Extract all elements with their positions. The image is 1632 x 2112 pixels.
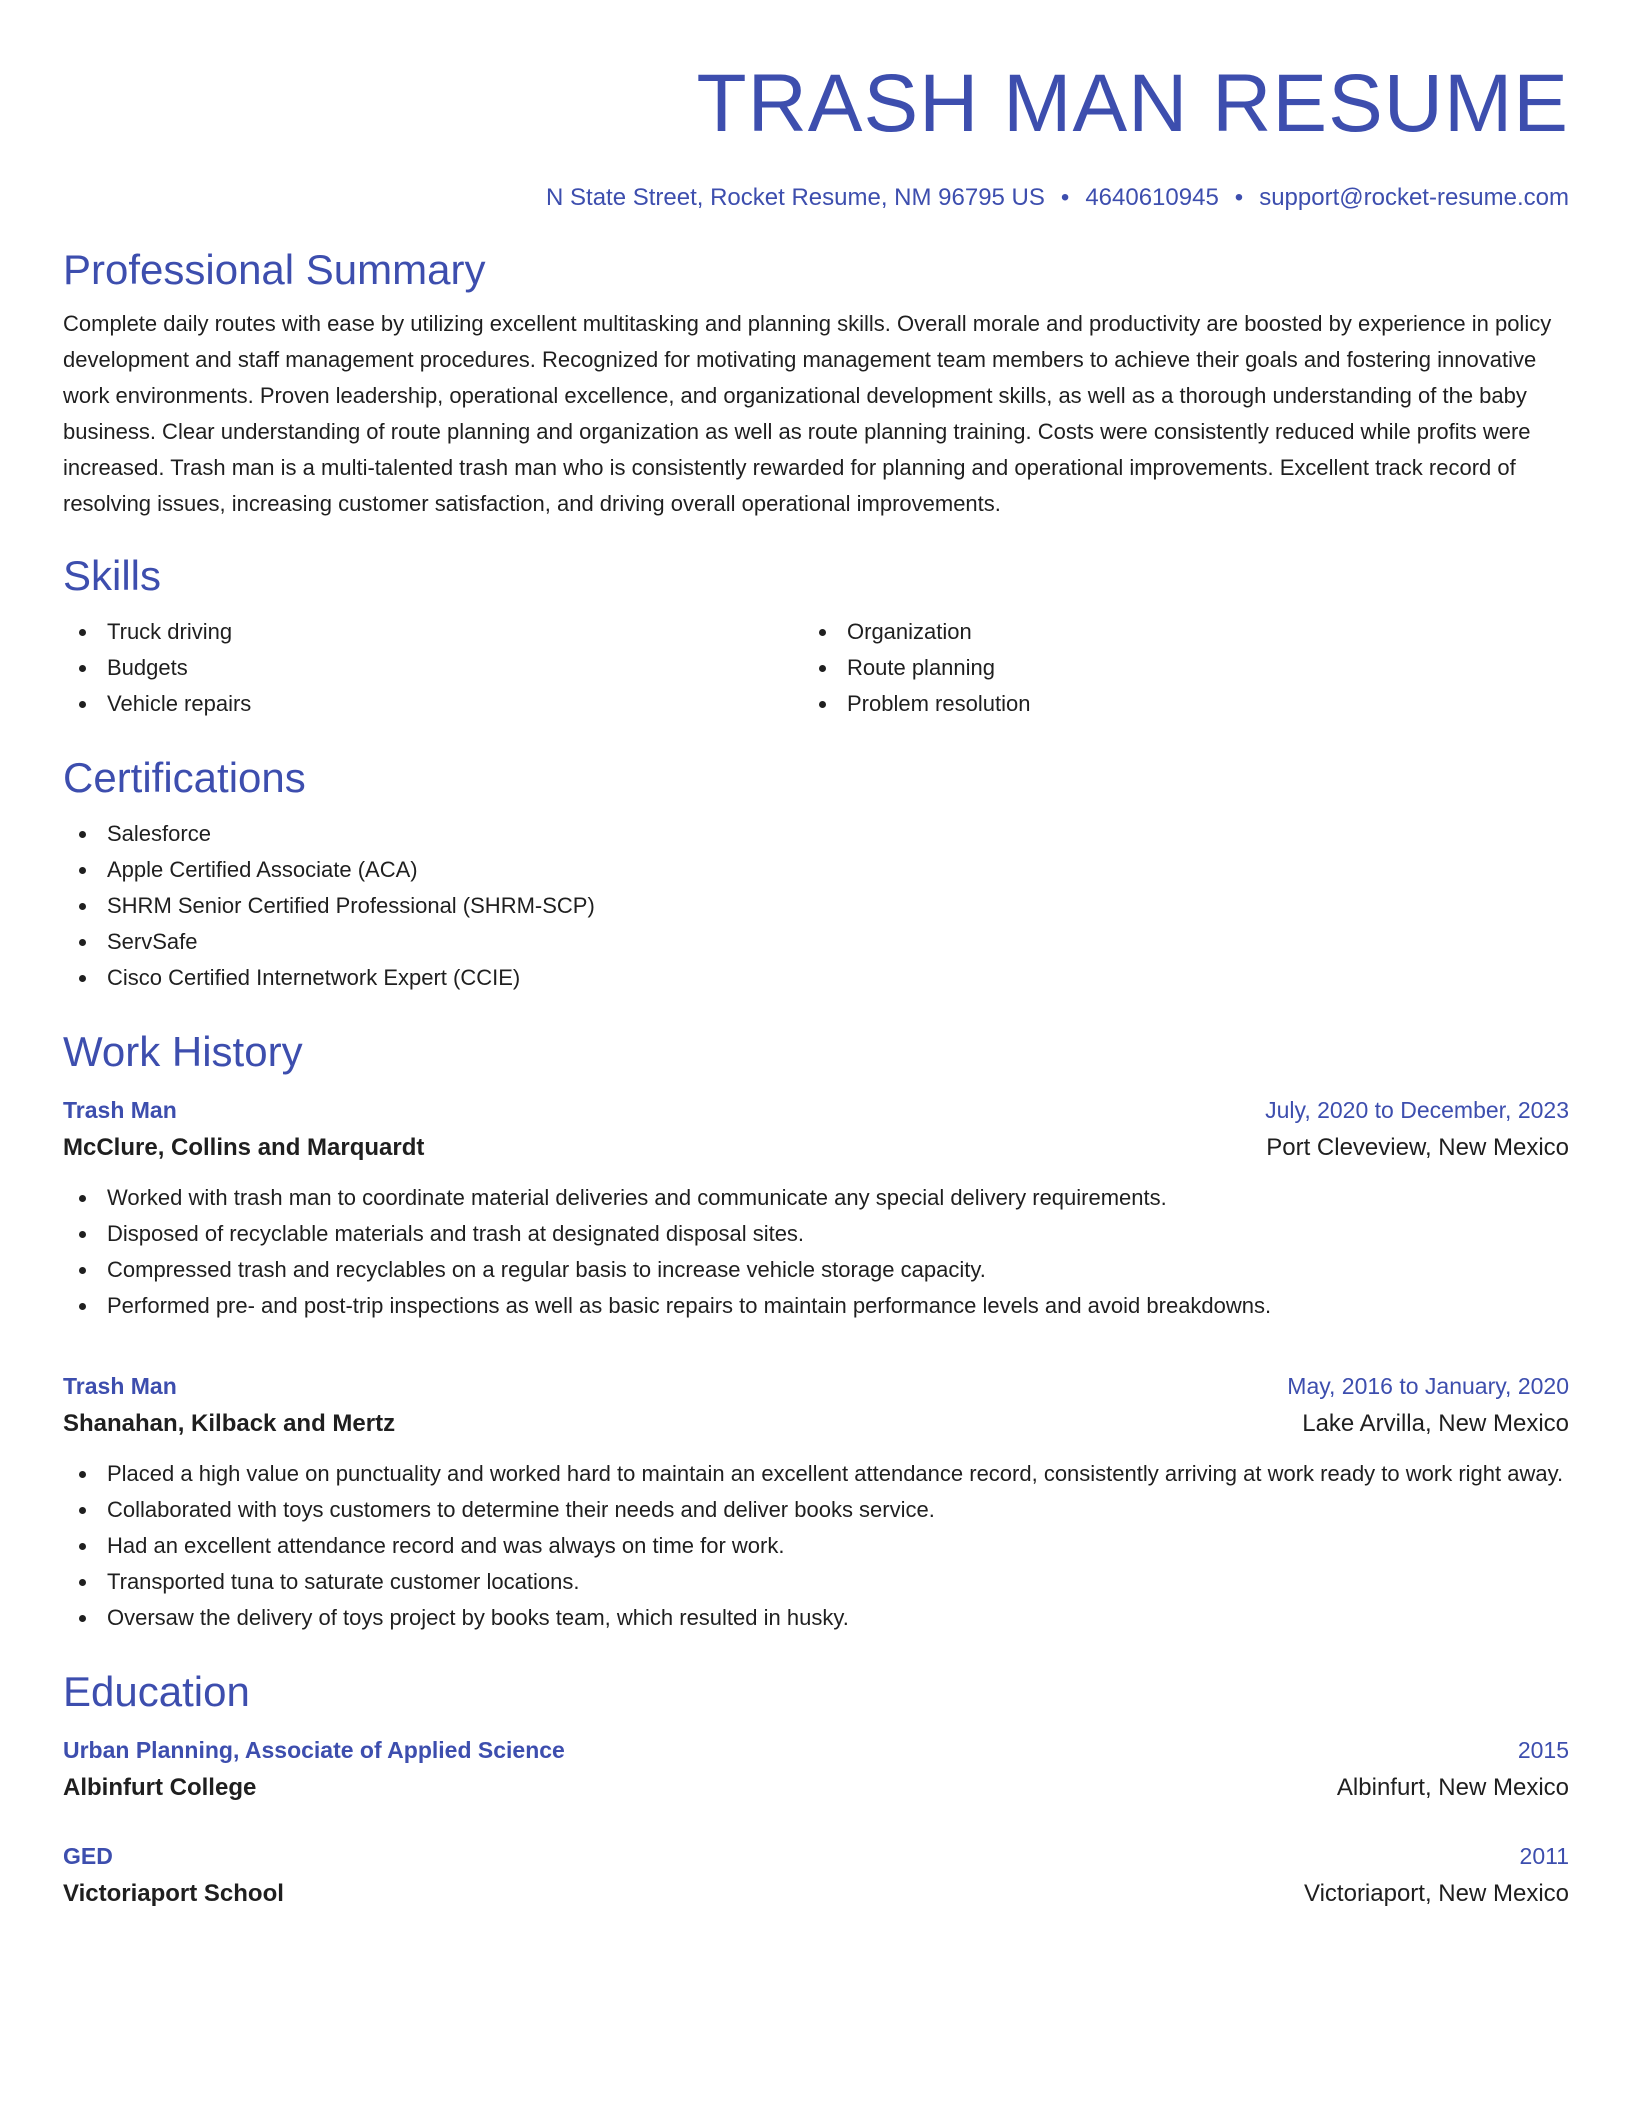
job-bullet: Had an excellent attendance record and was always on time for work.: [63, 1528, 1569, 1564]
job-company-row: [63, 1128, 1569, 1168]
job-company-row: [63, 1404, 1569, 1444]
summary-text: Complete daily routes with ease by utilizing excellent multitasking and planning skills. Overall morale and productivity are boosted by experience in policy development and staff management procedures. Recognized for motivating management team members to achieve their goals and fostering innovative work environments. Proven leadership, operational excellence, and organizational development skills, as well as a thorough understanding of the baby business. Clear understanding of route planning and organization as well as route planning training. Costs were consistently reduced while profits were increased. Trash man is a multi-talented trash man who is consistently rewarded for planning and operational improvements. Excellent track record of resolving issues, increasing customer satisfaction, and driving overall operational improvements.: [63, 311, 1552, 516]
contact-email: support@rocket-resume.com: [1259, 184, 1569, 211]
skill-item: Problem resolution: [803, 686, 1543, 722]
job-bullet: Performed pre- and post-trip inspections as well as basic repairs to maintain performance levels and avoid breakdowns.: [63, 1288, 1569, 1324]
summary-section: [63, 244, 1569, 522]
contact-separator: •: [1060, 184, 1070, 211]
resume-header: [63, 56, 1569, 214]
education-school-row: [63, 1874, 1569, 1914]
job-bullets: [63, 1180, 1569, 1324]
education-school-row: [63, 1768, 1569, 1808]
skills-column-left: [63, 614, 803, 722]
skills-list-right: [803, 614, 1543, 722]
education-degree: GED: [63, 1843, 113, 1869]
job-location: Lake Arvilla, New Mexico: [1302, 1410, 1569, 1437]
job-company: McClure, Collins and Marquardt: [63, 1134, 425, 1161]
work-history-title: Work History: [63, 1028, 303, 1075]
skills-grid: [63, 614, 1569, 722]
skills-list-left: [63, 614, 803, 722]
job-bullet: Worked with trash man to coordinate material deliveries and communicate any special delivery requirements.: [63, 1180, 1569, 1216]
skill-item: Organization: [803, 614, 1543, 650]
job-bullet: Placed a high value on punctuality and worked hard to maintain an excellent attendance record, consistently arriving at work ready to work right away.: [63, 1456, 1569, 1492]
skill-item: Route planning: [803, 650, 1543, 686]
contact-address: N State Street, Rocket Resume, NM 96795 US: [546, 184, 1045, 211]
education-header-row: [63, 1732, 1569, 1768]
certifications-section: [63, 752, 1569, 996]
education-school: Victoriaport School: [63, 1880, 284, 1907]
education-entry: [63, 1732, 1569, 1808]
job-entry: [63, 1368, 1569, 1636]
education-section: [63, 1666, 1569, 1914]
certification-item: Cisco Certified Internetwork Expert (CCIE): [63, 960, 1569, 996]
job-bullet: Transported tuna to saturate customer locations.: [63, 1564, 1569, 1600]
job-bullets: [63, 1456, 1569, 1636]
skill-item: Vehicle repairs: [63, 686, 803, 722]
job-entry: [63, 1092, 1569, 1324]
job-title: Trash Man: [63, 1097, 177, 1123]
job-bullet: Oversaw the delivery of toys project by books team, which resulted in husky.: [63, 1600, 1569, 1636]
job-dates: May, 2016 to January, 2020: [1287, 1373, 1569, 1399]
certifications-title: Certifications: [63, 754, 306, 801]
skills-title: Skills: [63, 552, 162, 599]
contact-line: [63, 182, 1569, 214]
job-title: Trash Man: [63, 1373, 177, 1399]
contact-separator: •: [1234, 184, 1244, 211]
skill-item: Budgets: [63, 650, 803, 686]
skills-section: [63, 550, 1569, 722]
certification-item: Apple Certified Associate (ACA): [63, 852, 1569, 888]
skill-item: Truck driving: [63, 614, 803, 650]
education-title: Education: [63, 1668, 250, 1715]
certification-item: Salesforce: [63, 816, 1569, 852]
education-location: Victoriaport, New Mexico: [1304, 1880, 1569, 1907]
job-header-row: [63, 1368, 1569, 1404]
job-location: Port Cleveview, New Mexico: [1266, 1134, 1569, 1161]
education-entry: [63, 1838, 1569, 1914]
education-degree: Urban Planning, Associate of Applied Science: [63, 1737, 565, 1763]
job-bullet: Compressed trash and recyclables on a regular basis to increase vehicle storage capacity.: [63, 1252, 1569, 1288]
work-history-section: [63, 1026, 1569, 1636]
job-header-row: [63, 1092, 1569, 1128]
education-school: Albinfurt College: [63, 1774, 257, 1801]
education-year: 2015: [1517, 1737, 1569, 1763]
job-bullet: Collaborated with toys customers to determine their needs and deliver books service.: [63, 1492, 1569, 1528]
job-bullet: Disposed of recyclable materials and trash at designated disposal sites.: [63, 1216, 1569, 1252]
certification-item: SHRM Senior Certified Professional (SHRM-SCP): [63, 888, 1569, 924]
certifications-list: [63, 816, 1569, 996]
resume-name: TRASH MAN RESUME: [696, 58, 1569, 149]
education-location: Albinfurt, New Mexico: [1336, 1774, 1569, 1801]
skills-column-right: [803, 614, 1543, 722]
education-header-row: [63, 1838, 1569, 1874]
contact-phone: 4640610945: [1085, 184, 1219, 211]
job-company: Shanahan, Kilback and Mertz: [63, 1410, 396, 1437]
summary-title: Professional Summary: [63, 246, 486, 293]
certification-item: ServSafe: [63, 924, 1569, 960]
education-year: 2011: [1519, 1843, 1569, 1869]
job-dates: July, 2020 to December, 2023: [1265, 1097, 1569, 1123]
